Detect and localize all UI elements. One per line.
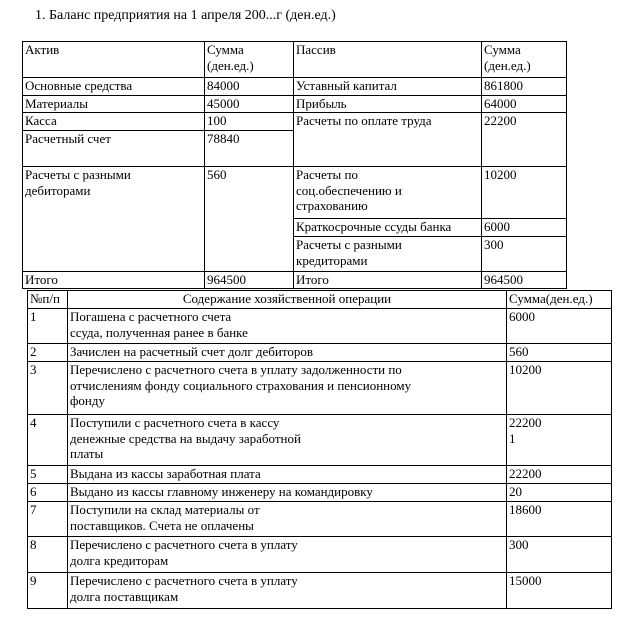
op-num-text: 5 (30, 466, 37, 481)
asset-value-text: 78840 (207, 131, 240, 146)
op-sum (506, 572, 612, 609)
op-num (27, 414, 68, 466)
op-num-text: 2 (30, 344, 37, 359)
op-num-text: 3 (30, 362, 37, 377)
document-title: 1. Баланс предприятия на 1 апреля 200...г (ден.ед.) (35, 8, 336, 23)
total-liability-value-text: 964500 (484, 272, 523, 287)
op-content (67, 501, 507, 537)
op-content-text: Перечислено с расчетного счета в уплату долга кредиторам (70, 537, 298, 568)
op-content-text: Перечислено с расчетного счета в уплату задолженности по отчислениям фонду социального страхования и пенсионному фонду (70, 362, 412, 408)
op-num-text: 6 (30, 484, 37, 499)
asset-sum-header-text: Сумма (ден.ед.) (207, 42, 254, 73)
op-num-text: 4 (30, 415, 37, 430)
total-asset-label-text: Итого (25, 272, 58, 287)
op-content-text: Поступили с расчетного счета в кассу денежные средства на выдачу заработной платы (70, 415, 301, 461)
op-sum-text: 18600 (509, 502, 542, 517)
total-liability-label-text: Итого (296, 272, 329, 287)
op-sum-text: 300 (509, 537, 529, 552)
liability-name-text: Расчеты с разными кредиторами (296, 237, 402, 268)
op-content (67, 308, 507, 344)
op-content-text: Поступили на склад материалы от поставщиков. Счета не оплачены (70, 502, 260, 533)
asset-name-text: Расчетный счет (25, 131, 111, 146)
op-num (27, 483, 68, 502)
liability-name-text: Прибыль (296, 96, 347, 111)
op-num (27, 361, 68, 415)
asset-name-text: Основные средства (25, 78, 133, 93)
op-sum-text: 10200 (509, 362, 542, 377)
op-sum (506, 465, 612, 484)
op-content-text: Погашена с расчетного счета ссуда, полученная ранее в банке (70, 309, 248, 340)
sum-header-text: Сумма(ден.ед.) (509, 291, 593, 306)
op-content-text: Зачислен на расчетный счет долг дебиторов (70, 344, 314, 359)
op-sum (506, 536, 612, 573)
op-sum-text: 22200 (509, 466, 542, 481)
op-num-text: 9 (30, 573, 37, 588)
op-content (67, 483, 507, 502)
op-num-text: 1 (30, 309, 37, 324)
op-num (27, 465, 68, 484)
op-num (27, 572, 68, 609)
op-content (67, 361, 507, 415)
op-sum-text: 22200 1 (509, 415, 542, 446)
liability-name-text: Уставный капитал (296, 78, 397, 93)
asset-name-text: Материалы (25, 96, 89, 111)
asset-value-text: 84000 (207, 78, 240, 93)
op-sum-text: 6000 (509, 309, 535, 324)
num-header (27, 290, 68, 309)
op-sum (506, 501, 612, 537)
op-sum-text: 15000 (509, 573, 542, 588)
liability-value-text: 300 (484, 237, 504, 252)
total-asset-value-text: 964500 (207, 272, 246, 287)
op-content (67, 414, 507, 466)
op-sum-text: 20 (509, 484, 522, 499)
asset-value-text: 100 (207, 113, 227, 128)
asset-value-text: 45000 (207, 96, 240, 111)
op-content (67, 536, 507, 573)
sum-header (506, 290, 612, 309)
liability-value-text: 861800 (484, 78, 523, 93)
liability-name-text: Краткосрочные ссуды банка (296, 219, 452, 234)
op-num (27, 501, 68, 537)
op-content-text: Выдано из кассы главному инженеру на командировку (70, 484, 373, 499)
op-num (27, 536, 68, 573)
op-num (27, 343, 68, 362)
op-sum (506, 483, 612, 502)
op-content-text: Перечислено с расчетного счета в уплату долга поставщикам (70, 573, 298, 604)
asset-name-text: Касса (25, 113, 57, 128)
op-content-text: Выдана из кассы заработная плата (70, 466, 261, 481)
op-content (67, 572, 507, 609)
asset-name-text: Расчеты с разными дебиторами (25, 167, 131, 198)
content-header-text: Содержание хозяйственной операции (182, 291, 392, 306)
liability-name-text: Расчеты по соц.обеспечению и страхованию (296, 167, 402, 213)
op-num (27, 308, 68, 344)
op-content (67, 465, 507, 484)
op-sum (506, 343, 612, 362)
asset-header-text: Актив (25, 42, 60, 57)
op-num-text: 7 (30, 502, 37, 517)
num-header-text: №п/п (30, 291, 60, 306)
op-num-text: 8 (30, 537, 37, 552)
liability-value-text: 6000 (484, 219, 510, 234)
op-sum-text: 560 (509, 344, 529, 359)
liability-value-text: 64000 (484, 96, 517, 111)
op-sum (506, 361, 612, 415)
content-header (67, 290, 507, 309)
liability-name-text: Расчеты по оплате труда (296, 113, 432, 128)
liability-value-text: 10200 (484, 167, 517, 182)
liability-header-text: Пассив (296, 42, 336, 57)
asset-value-text: 560 (207, 167, 227, 182)
op-content (67, 343, 507, 362)
liability-value-text: 22200 (484, 113, 517, 128)
op-sum (506, 308, 612, 344)
op-sum (506, 414, 612, 466)
liability-sum-header-text: Сумма (ден.ед.) (484, 42, 531, 73)
